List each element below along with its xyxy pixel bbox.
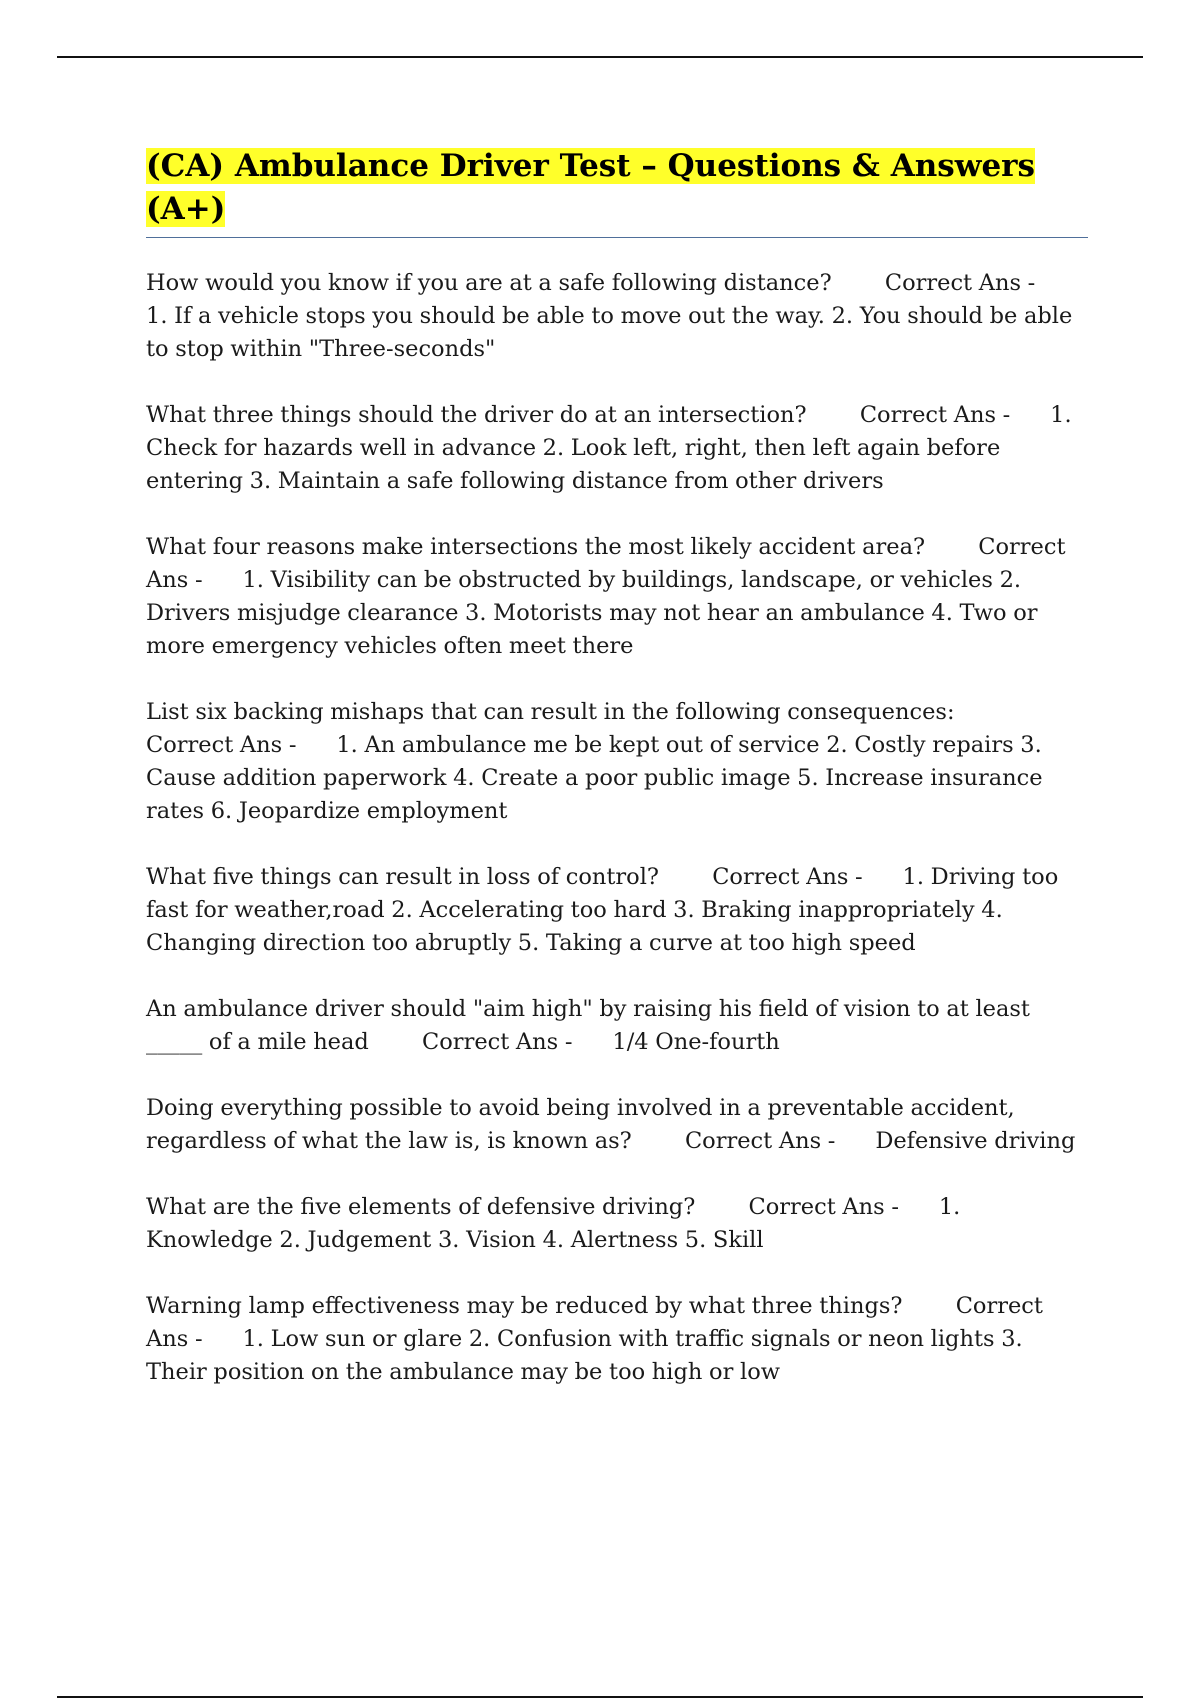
qa-answer: 1. Low sun or glare 2. Confusion with traffic signals or neon lights 3. Their position on the ambulance may be too high or low bbox=[146, 1326, 1030, 1385]
qa-answer: 1. Driving too fast for weather,road 2. Accelerating too hard 3. Braking inappropriately 4. Changing direction too abruptly 5. Taking a curve at too high speed bbox=[146, 864, 1065, 956]
qa-answer-label: Correct Ans bbox=[712, 864, 849, 890]
qa-item: An ambulance driver should "aim high" by raising his field of vision to at least _____ of a mile head Correct Ans - 1/4 One-fourth bbox=[146, 996, 1037, 1055]
document-title bbox=[146, 145, 1088, 238]
qa-answer: 1. Knowledge 2. Judgement 3. Vision 4. Alertness 5. Skill bbox=[146, 1194, 967, 1253]
qa-answer-label: Correct Ans bbox=[859, 402, 996, 428]
page-bottom-rule bbox=[57, 1696, 1143, 1698]
qa-answer-label: Correct Ans bbox=[422, 1029, 559, 1055]
qa-question: What four reasons make intersections the most likely accident area? bbox=[146, 534, 926, 560]
document-body bbox=[146, 145, 1088, 1422]
qa-question: How would you know if you are at a safe following distance? bbox=[146, 270, 832, 296]
qa-question: An ambulance driver should "aim high" by raising his field of vision to at least _____ of a mile head bbox=[146, 996, 1037, 1055]
qa-answer-label: Correct Ans bbox=[146, 1293, 1050, 1352]
qa-answer: 1. An ambulance me be kept out of service 2. Costly repairs 3. Cause addition paperwork 4. Create a poor public image 5. Increase insurance rates 6. Jeopardize employment bbox=[146, 732, 1050, 824]
qa-answer: Defensive driving bbox=[875, 1128, 1076, 1154]
qa-item: What three things should the driver do at an intersection? Correct Ans - 1. Check for hazards well in advance 2. Look left, right, then left again before entering 3. Maintain a safe following distance from other drivers bbox=[146, 402, 1079, 494]
qa-item: Doing everything possible to avoid being involved in a preventable accident, regardless of what the law is, is known as? Correct Ans - Defensive driving bbox=[146, 1095, 1076, 1154]
qa-answer-label: Correct Ans bbox=[146, 732, 283, 758]
qa-item: What are the five elements of defensive driving? Correct Ans - 1. Knowledge 2. Judgement 3. Vision 4. Alertness 5. Skill bbox=[146, 1194, 967, 1253]
qa-answer-label: Correct Ans bbox=[748, 1194, 885, 1220]
qa-answer: 1/4 One-fourth bbox=[612, 1029, 780, 1055]
qa-answer-label: Correct Ans bbox=[884, 270, 1022, 296]
qa-item: List six backing mishaps that can result in the following consequences: Correct Ans - 1. An ambulance me be kept out of service 2. Costly repairs 3. Cause addition paperwork 4. Create a poor public image 5. Increase insurance rates 6. Jeopardize employment bbox=[146, 699, 1050, 824]
title-highlight: (CA) Ambulance Driver Test – Questions & Answers (A+) bbox=[146, 148, 1035, 227]
qa-question: List six backing mishaps that can result in the following consequences: bbox=[146, 699, 955, 725]
qa-item: What five things can result in loss of control? Correct Ans - 1. Driving too fast for weather,road 2. Accelerating too hard 3. Braking inappropriately 4. Changing direction too abruptly 5. Taking a curve at too high speed bbox=[146, 864, 1065, 956]
qa-answer-label: Correct Ans bbox=[684, 1128, 822, 1154]
qa-list bbox=[146, 267, 1088, 1389]
qa-answer: 1. Visibility can be obstructed by buildings, landscape, or vehicles 2. Drivers misjudge clearance 3. Motorists may not hear an ambulance 4. Two or more emergency vehicles often meet there bbox=[146, 567, 1045, 659]
qa-answer: 1. Check for hazards well in advance 2. Look left, right, then left again before entering 3. Maintain a safe following distance from other drivers bbox=[146, 402, 1079, 494]
qa-answer-label: Correct Ans bbox=[146, 534, 1073, 593]
qa-answer: 1. If a vehicle stops you should be able to move out the way. 2. You should be able to stop within "Three-seconds" bbox=[146, 303, 1079, 362]
page-top-rule bbox=[57, 56, 1143, 58]
qa-question: Doing everything possible to avoid being involved in a preventable accident, regardless of what the law is, is known as? bbox=[146, 1095, 1022, 1154]
qa-item: How would you know if you are at a safe following distance? Correct Ans - 1. If a vehicle stops you should be able to move out the way. 2. You should be able to stop within "Three-seconds" bbox=[146, 270, 1079, 362]
qa-question: Warning lamp effectiveness may be reduced by what three things? bbox=[146, 1293, 903, 1319]
qa-question: What five things can result in loss of control? bbox=[146, 864, 659, 890]
qa-item: Warning lamp effectiveness may be reduced by what three things? Correct Ans - 1. Low sun or glare 2. Confusion with traffic signals or neon lights 3. Their position on the ambulance may be too high or low bbox=[146, 1293, 1050, 1385]
qa-question: What three things should the driver do at an intersection? bbox=[146, 402, 807, 428]
qa-item: What four reasons make intersections the most likely accident area? Correct Ans - 1. Visibility can be obstructed by buildings, landscape, or vehicles 2. Drivers misjudge clearance 3. Motorists may not hear an ambulance 4. Two or more emergency vehicles often meet there bbox=[146, 534, 1073, 659]
qa-question: What are the five elements of defensive driving? bbox=[146, 1194, 696, 1220]
